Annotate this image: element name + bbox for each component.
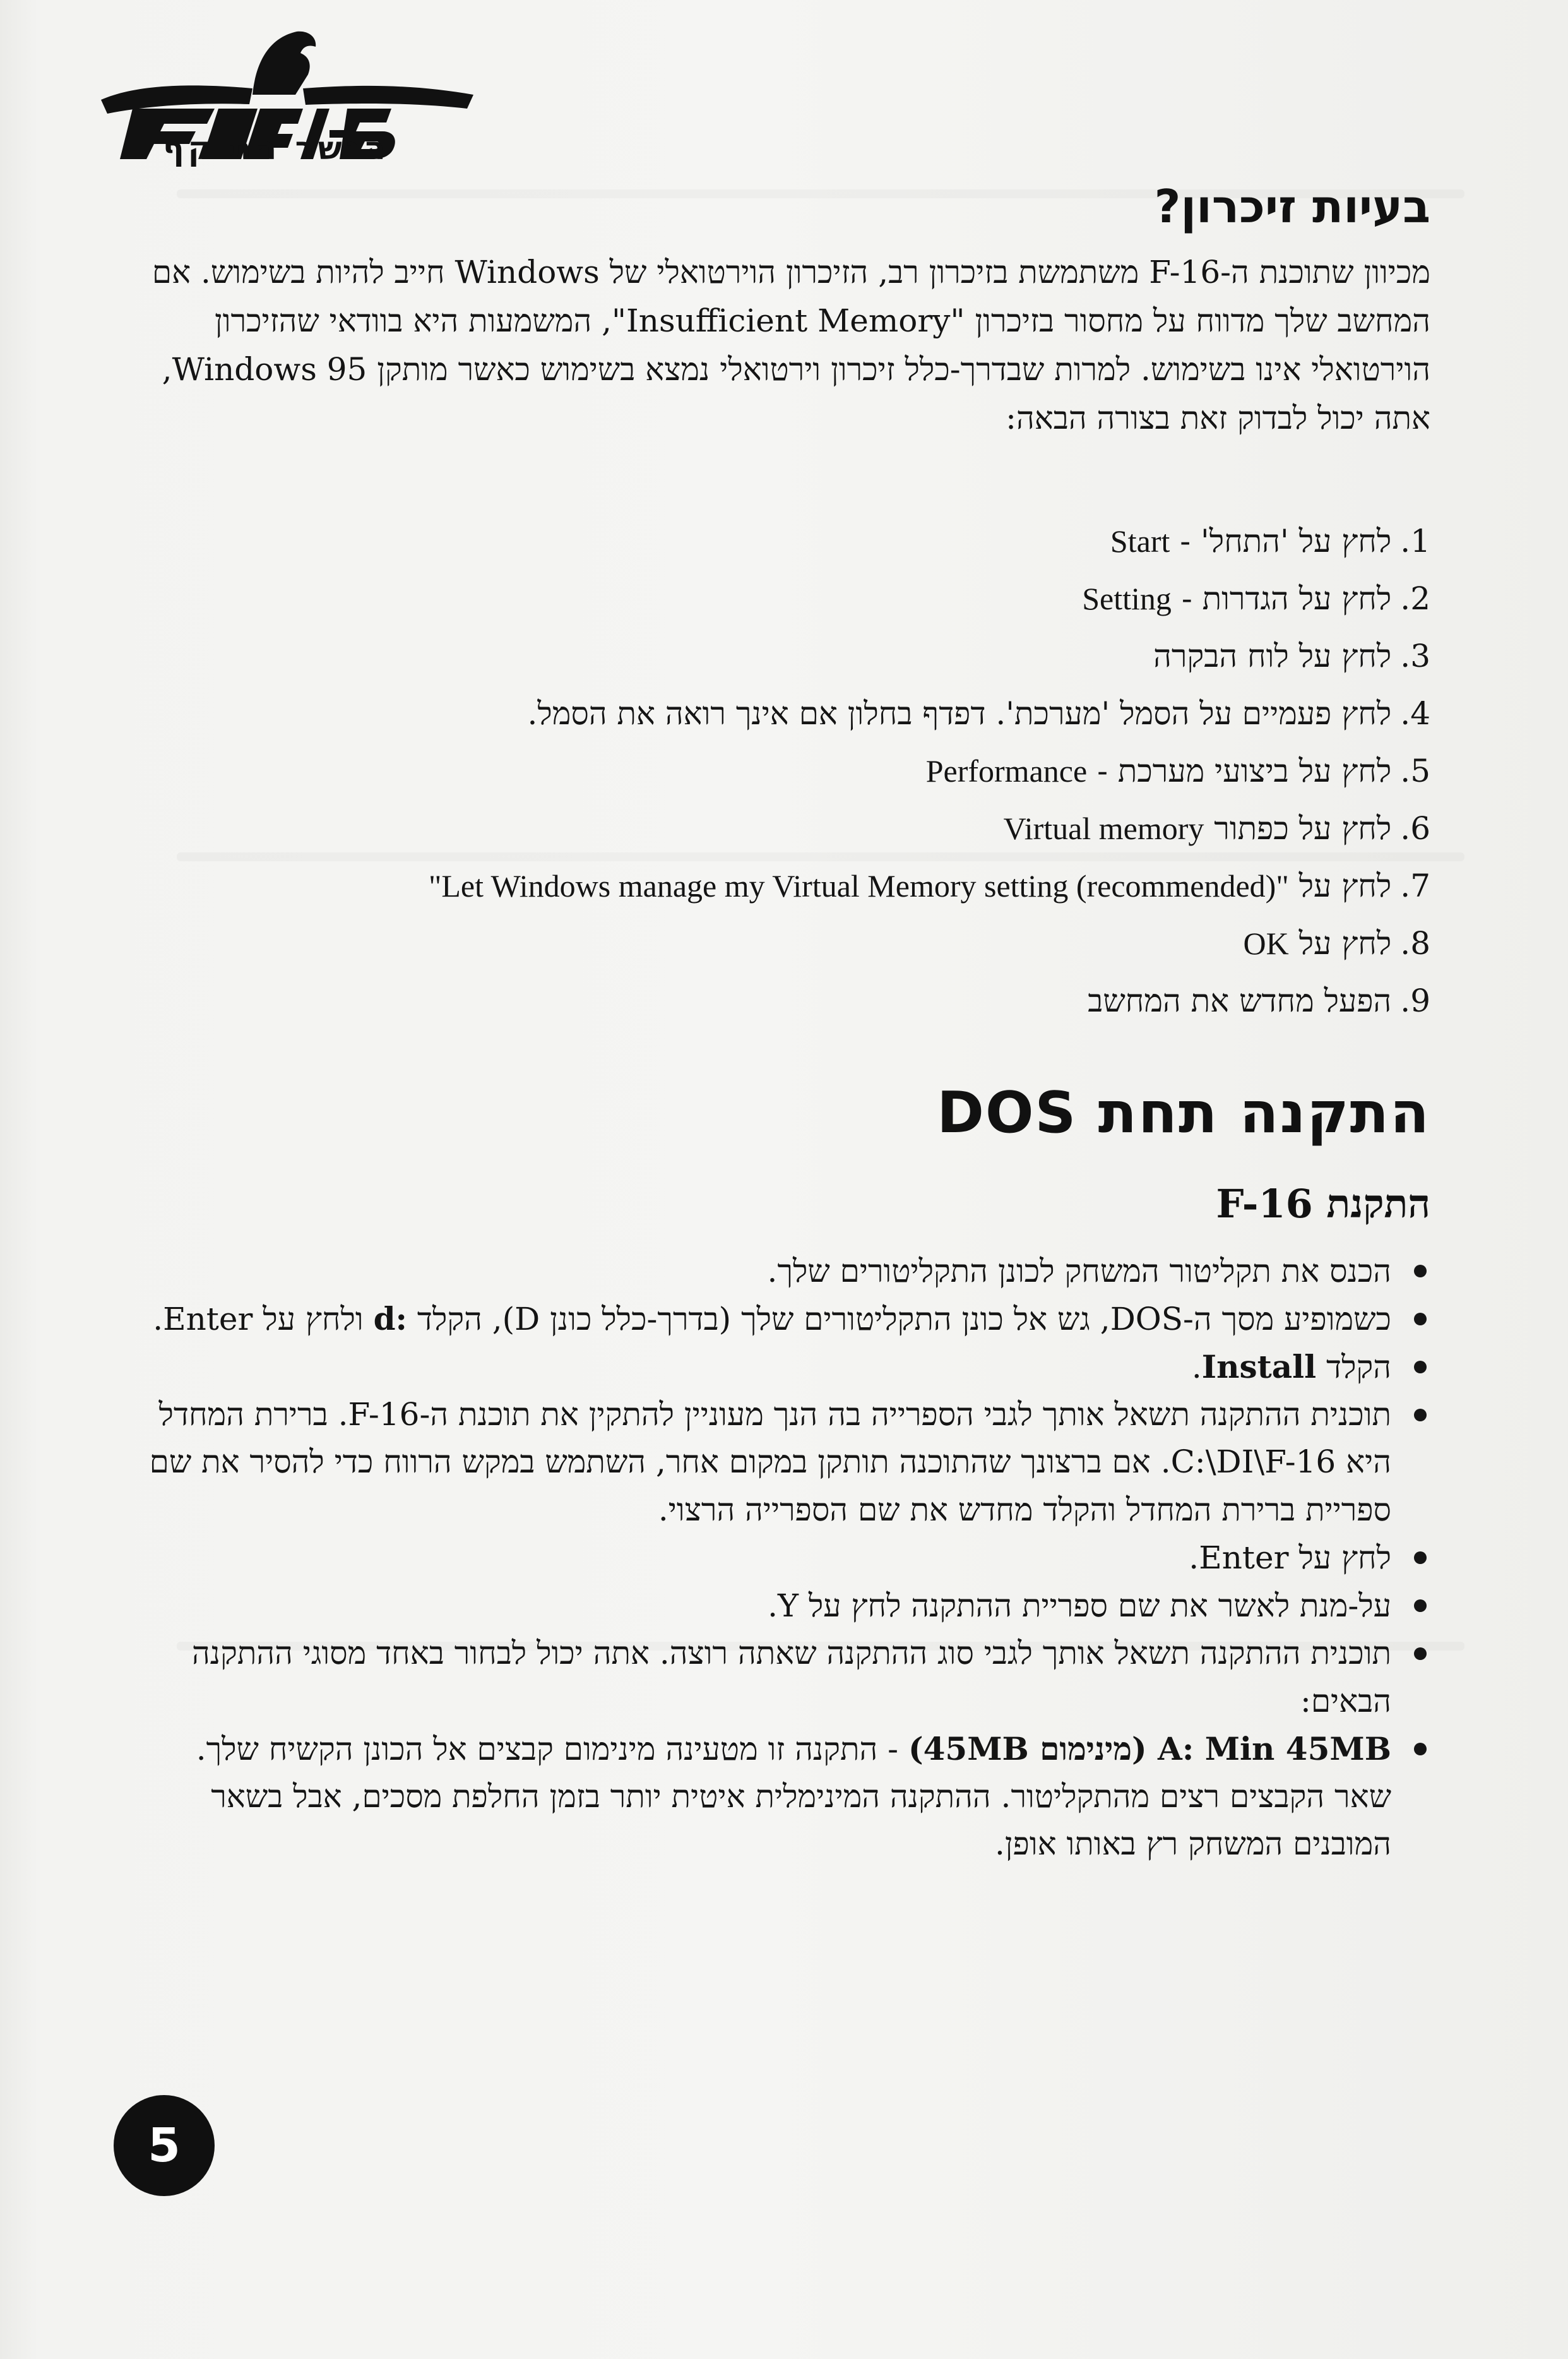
dos-install-steps xyxy=(143,1247,1430,1868)
list-item: הקלד Install. xyxy=(143,1343,1430,1391)
bullet-icon xyxy=(1414,1743,1427,1755)
logo-subtitle: הנשר התוקף xyxy=(163,130,389,167)
list-item: 3.לחץ על לוח הבקרה xyxy=(1153,638,1430,674)
memory-issues-heading: בעיות זיכרון? xyxy=(1154,180,1430,233)
bullet-icon xyxy=(1414,1409,1427,1421)
bullet-icon xyxy=(1414,1551,1427,1564)
list-item: הכנס את תקליטור המשחק לכונן התקליטורים שלך. xyxy=(143,1247,1430,1295)
bullet-icon xyxy=(1414,1265,1427,1277)
f16-install-subheading: התקנת F-16 xyxy=(1216,1181,1430,1227)
list-item: 2.לחץ על הגדרות - Setting xyxy=(1082,580,1430,617)
bullet-icon xyxy=(1414,1313,1427,1325)
list-item: 1.לחץ על 'התחל' - Start xyxy=(1110,523,1430,559)
list-item: 5.לחץ על ביצועי מערכת - Performance xyxy=(925,753,1430,789)
bullet-icon xyxy=(1414,1647,1427,1660)
list-item: 8.לחץ על OK xyxy=(1243,925,1430,962)
memory-intro-paragraph: מכיוון שתוכנת ה-F-16 משתמשת בזיכרון רב, הזיכרון הוירטואלי של Windows חייב להיות בשימוש. אם המחשב שלך מדווח על מחסור בזיכרון "Insufficient Memory", המשמעות היא בוודאי שהזיכרון הוירטואלי אינו בשימוש. למרות שבדרך-כלל זיכרון וירטואלי נמצא בשימוש כאשר מותקן Windows 95, אתה יכול לבדוק זאת בצורה הבאה: xyxy=(151,254,1430,436)
list-item: כשמופיע מסך ה-DOS, גש אל כונן התקליטורים שלך (בדרך-כלל כונן D), הקלד :d ולחץ על Enter. xyxy=(143,1295,1430,1343)
list-item: תוכנית ההתקנה תשאל אותך לגבי סוג ההתקנה שאתה רוצה. אתה יכול לבחור באחד מסוגי ההתקנה הבאים: xyxy=(143,1630,1430,1725)
list-item: 9.הפעל מחדש את המחשב xyxy=(1088,982,1430,1019)
page-number-badge: 5 xyxy=(114,2095,215,2196)
f16-logo xyxy=(95,25,480,170)
dos-install-heading: התקנה תחת DOS xyxy=(937,1080,1430,1146)
list-item: על-מנת לאשר את שם ספריית ההתקנה לחץ על Y. xyxy=(143,1582,1430,1630)
bullet-icon xyxy=(1414,1361,1427,1373)
list-item: 4.לחץ פעמיים על הסמל 'מערכת'. דפדף בחלון אם אינך רואה את הסמל. xyxy=(527,695,1430,732)
memory-steps-list xyxy=(143,513,1430,1030)
list-item: לחץ על Enter. xyxy=(143,1534,1430,1582)
list-item: A: Min 45MB (מינימום 45MB) - התקנה זו מטעינה מינימום קבצים אל הכונן הקשיח שלך. שאר הקבצים רצים מהתקליטור. ההתקנה המינימלית איטית יותר בזמן החלפת מסכים, אבל בשאר המובנים המשחק רץ באותו אופן. xyxy=(143,1725,1430,1868)
list-item: תוכנית ההתקנה תשאל אותך לגבי הספרייה בה הנך מעוניין להתקין את תוכנת ה-F-16. ברירת המחדל היא C:\DI\F-16. אם ברצונך שהתוכנה תותקן במקום אחר, השתמש במקש הרווח כדי להסיר את שם ספריית ברירת המחדל והקלד מחדש את שם הספרייה הרצוי. xyxy=(143,1391,1430,1534)
bullet-icon xyxy=(1414,1599,1427,1612)
list-item: 7.לחץ על "Let Windows manage my Virtual Memory setting (recommended)" xyxy=(428,868,1430,904)
list-item: 6.לחץ על כפתור Virtual memory xyxy=(1003,810,1430,847)
